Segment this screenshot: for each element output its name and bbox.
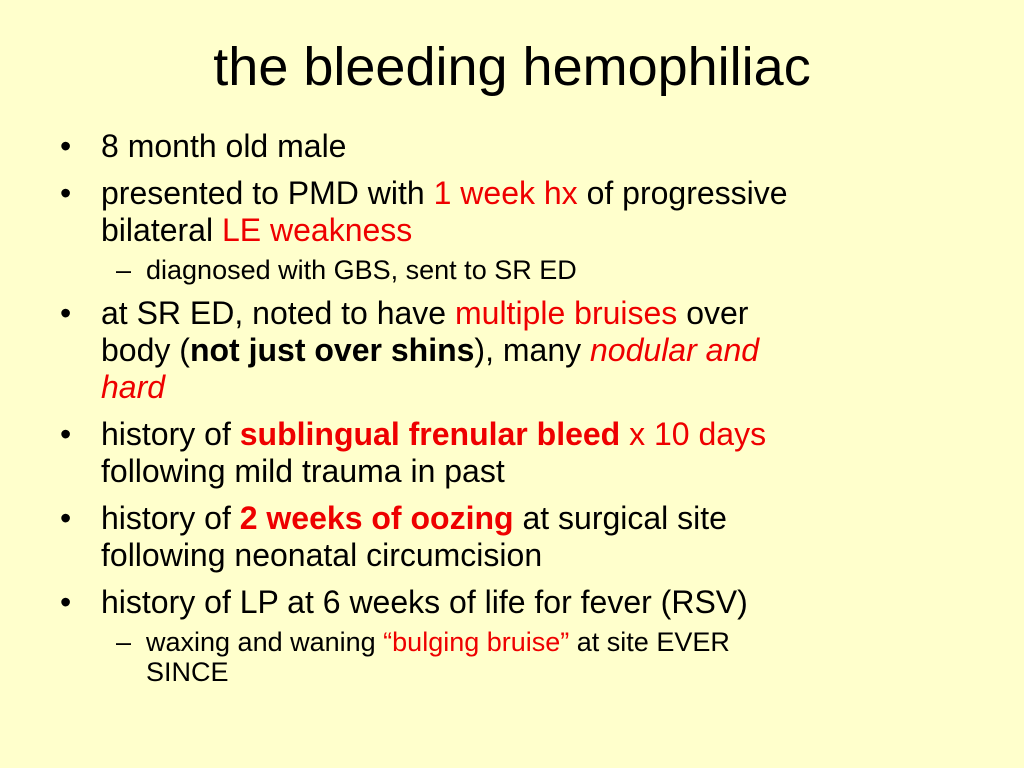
sub-bullet-marker: – <box>116 255 132 285</box>
bullet-text: body ( <box>101 332 190 368</box>
bullet-marker: • <box>60 500 72 536</box>
bullet-line-1 <box>101 416 766 452</box>
highlight-weakness: LE weakness <box>221 212 413 248</box>
bullet-text: history of LP at 6 weeks of life for fever (RSV) <box>101 584 748 620</box>
bullet-text: over <box>677 295 749 331</box>
bullet-text: following mild trauma in past <box>101 453 505 489</box>
highlight-duration: 1 week hx <box>433 175 578 211</box>
bullet-oozing <box>58 500 978 574</box>
sub-bullet-marker: – <box>116 627 132 657</box>
highlight-days: x 10 days <box>620 416 767 452</box>
bullet-text: at SR ED, noted to have <box>101 295 455 331</box>
bullet-marker: • <box>60 128 72 164</box>
highlight-nodular: nodular and <box>590 332 760 368</box>
bullet-marker: • <box>60 584 72 620</box>
bullet-line-1 <box>101 295 748 331</box>
sub-bullet-text: at site EVER <box>569 627 730 657</box>
bullet-text: 8 month old male <box>101 128 347 164</box>
bullet-text: following neonatal circumcision <box>101 537 543 573</box>
bullet-text: at surgical site <box>513 500 727 536</box>
bullet-patient-age <box>58 128 978 165</box>
bullet-marker: • <box>60 175 72 211</box>
bullet-marker: • <box>60 416 72 452</box>
highlight-frenular-bleed: sublingual frenular bleed <box>239 416 621 452</box>
bullet-line-1 <box>101 175 788 211</box>
bullet-line-2 <box>101 332 759 368</box>
bullet-marker: • <box>60 295 72 331</box>
emphasis-shins: not just over shins <box>189 332 475 368</box>
bullet-frenular-bleed <box>58 416 978 490</box>
bullet-text: history of <box>101 500 240 536</box>
bullet-text: history of <box>101 416 240 452</box>
bullet-presentation <box>58 175 978 249</box>
bullet-text: ), many <box>474 332 590 368</box>
sub-bullet-text: waxing and waning <box>146 627 384 657</box>
sub-bullet-text: SINCE <box>146 657 229 687</box>
bullet-list <box>58 128 978 687</box>
highlight-bruises: multiple bruises <box>454 295 678 331</box>
sub-bullet-line-1 <box>146 627 730 657</box>
bullet-bruises <box>58 295 978 406</box>
slide-title: the bleeding hemophiliac <box>213 37 811 97</box>
bullet-text: presented to PMD with <box>101 175 434 211</box>
sub-bullet-bulging-bruise <box>58 627 978 687</box>
highlight-hard: hard <box>101 369 166 405</box>
highlight-bulging-bruise: “bulging bruise” <box>383 627 570 657</box>
bullet-line-1 <box>101 500 727 536</box>
bullet-lp-history <box>58 584 978 621</box>
bullet-text: bilateral <box>101 212 222 248</box>
sub-bullet-diagnosis <box>58 255 978 285</box>
highlight-oozing: 2 weeks of oozing <box>239 500 514 536</box>
sub-bullet-text: diagnosed with GBS, sent to SR ED <box>146 255 577 285</box>
bullet-text: of progressive <box>577 175 788 211</box>
